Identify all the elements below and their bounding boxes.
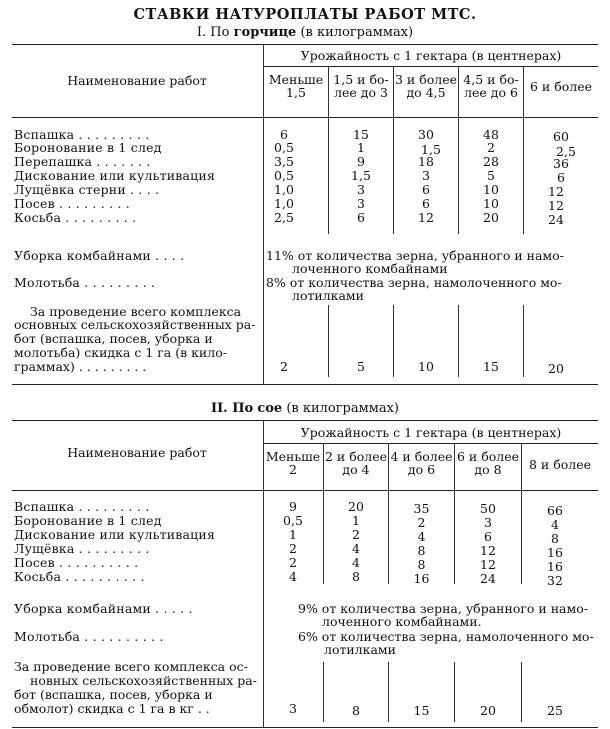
complex-label-line: граммах) . . . . . . . . . bbox=[14, 359, 147, 374]
combine-text-line: лоченного комбайнами. bbox=[322, 614, 482, 629]
table-cell: 8 bbox=[417, 557, 426, 572]
complex-label-line: За проведение всего комплекса ос- bbox=[14, 659, 248, 674]
row-label: Лущёвка стерни . . . . bbox=[14, 182, 160, 197]
table-cell: 1,5 bbox=[351, 168, 371, 183]
column-header: 4,5 и бо- лее до 6 bbox=[463, 72, 519, 101]
table-cell: 8 bbox=[352, 569, 360, 584]
table-cell: 2 bbox=[289, 541, 297, 556]
section2-heading-crop: сое bbox=[257, 401, 283, 416]
header-bottom-rule bbox=[12, 117, 598, 118]
row-label: Дискование или культивация bbox=[14, 527, 216, 542]
table-cell: 32 bbox=[547, 573, 563, 588]
table-cell: 2,5 bbox=[274, 210, 294, 225]
table-cell: 12 bbox=[548, 184, 564, 199]
column-header: 3 и более до 4,5 bbox=[394, 72, 458, 101]
table-cell: 15 bbox=[483, 359, 499, 374]
row-label: Лущёвка . . . . . . . . . bbox=[14, 541, 150, 556]
section2-heading-num: II. По bbox=[211, 401, 254, 416]
section1-heading bbox=[0, 25, 610, 40]
table-cell: 12 bbox=[480, 557, 496, 572]
table-bottom-rule bbox=[12, 384, 598, 385]
table-cell: 3,5 bbox=[274, 154, 294, 169]
row-label: Посев . . . . . . . . . bbox=[14, 196, 130, 211]
table-cell: 16 bbox=[547, 559, 563, 574]
table-cell: 50 bbox=[480, 501, 496, 516]
table-cell: 8 bbox=[352, 703, 360, 718]
complex-label-line: обмолот) скидка с 1 га в кг . . bbox=[14, 701, 210, 716]
table-cell: 9 bbox=[357, 154, 365, 169]
table-cell: 20 bbox=[548, 361, 564, 376]
table-cell: 5 bbox=[487, 168, 495, 183]
complex-label-line: молотьба) скидка с 1 га (в кило- bbox=[14, 345, 227, 360]
complex-label-line: бот (вспашка, посев, уборка и bbox=[14, 687, 213, 702]
combine-label: Уборка комбайнами . . . . bbox=[14, 248, 185, 263]
table-cell: 15 bbox=[353, 127, 369, 142]
table-cell: 4 bbox=[352, 541, 360, 556]
column-header: 6 и более bbox=[529, 79, 593, 94]
threshing-text-line: 8% от количества зерна, намолоченного мо- bbox=[266, 275, 562, 290]
table-cell: 36 bbox=[553, 156, 569, 171]
table-cell: 3 bbox=[357, 196, 365, 211]
column-header: 1,5 и бо- лее до 3 bbox=[333, 72, 389, 101]
table-cell: 3 bbox=[289, 701, 297, 716]
header-bottom-rule bbox=[12, 490, 598, 491]
section1-heading-crop: горчице bbox=[233, 25, 297, 40]
table-cell: 60 bbox=[553, 129, 569, 144]
table-cell: 2 bbox=[487, 140, 495, 155]
section1-heading-rest: (в килограммах) bbox=[300, 25, 414, 40]
table-cell: 66 bbox=[547, 503, 563, 518]
table-top-rule bbox=[12, 44, 598, 45]
combine-text-line: 9% от количества зерна, убранного и намо- bbox=[298, 601, 588, 616]
table-cell: 6 bbox=[357, 210, 365, 225]
row-label: Боронование в 1 след bbox=[14, 513, 162, 528]
complex-label-line: основных сельскохозяйственных ра- bbox=[14, 317, 256, 332]
table-cell: 24 bbox=[480, 571, 496, 586]
table-cell: 5 bbox=[357, 359, 365, 374]
table-cell: 9 bbox=[289, 499, 297, 514]
table-cell: 0,5 bbox=[274, 168, 294, 183]
table-cell: 10 bbox=[483, 196, 499, 211]
table-cell: 4 bbox=[352, 555, 360, 570]
column-header-name: Наименование работ bbox=[67, 73, 207, 88]
table-cell: 2 bbox=[352, 527, 360, 542]
column-group-header: Урожайность с 1 гектара (в центнерах) bbox=[300, 425, 562, 440]
page-title: СТАВКИ НАТУРОПЛАТЫ РАБОТ МТС. bbox=[133, 6, 477, 23]
table-cell: 28 bbox=[483, 154, 499, 169]
table-cell: 25 bbox=[547, 703, 563, 718]
table-cell: 10 bbox=[418, 359, 434, 374]
row-label: Вспашка . . . . . . . . . bbox=[14, 127, 150, 142]
table-top-rule bbox=[12, 420, 598, 421]
table-cell: 20 bbox=[483, 210, 499, 225]
section1-heading-num: I. По bbox=[196, 25, 230, 40]
table-cell: 24 bbox=[548, 212, 564, 227]
table-cell: 6 bbox=[280, 127, 288, 142]
table-cell: 1,5 bbox=[421, 142, 441, 157]
row-label: Дискование или культивация bbox=[14, 168, 216, 183]
threshing-text-line: лотилками bbox=[292, 288, 364, 303]
group-header-rule bbox=[264, 443, 598, 444]
threshing-text-line: лотилками bbox=[324, 642, 396, 657]
column-header: 2 и более до 4 bbox=[324, 449, 388, 478]
combine-text-line: лоченного комбайнами bbox=[292, 261, 448, 276]
column-header: 4 и более до 6 bbox=[390, 449, 453, 478]
row-label: Боронование в 1 след bbox=[14, 140, 162, 155]
section2-heading-rest: (в килограммах) bbox=[286, 401, 399, 416]
table-cell: 12 bbox=[480, 543, 496, 558]
table-cell: 2,5 bbox=[556, 144, 576, 159]
column-header: 8 и более bbox=[528, 457, 592, 472]
row-label: Косьба . . . . . . . . . . bbox=[14, 569, 145, 584]
table-cell: 0,5 bbox=[274, 140, 294, 155]
table-cell: 48 bbox=[483, 127, 499, 142]
table-cell: 2 bbox=[280, 359, 288, 374]
table-cell: 15 bbox=[413, 703, 430, 718]
row-label: Вспашка . . . . . . . . . bbox=[14, 499, 150, 514]
table-cell: 3 bbox=[484, 515, 492, 530]
complex-label-line: новных сельскохозяйственных ра- bbox=[30, 673, 257, 688]
table-cell: 18 bbox=[418, 154, 434, 169]
table-cell: 4 bbox=[417, 529, 426, 544]
column-group-header: Урожайность с 1 гектара (в центнерах) bbox=[300, 48, 562, 63]
table-cell: 20 bbox=[348, 499, 364, 514]
table-cell: 30 bbox=[418, 127, 434, 142]
section2-heading bbox=[0, 401, 610, 416]
complex-label-line: За проведение всего комплекса bbox=[30, 304, 242, 319]
row-label: Косьба . . . . . . . . . bbox=[14, 210, 137, 225]
threshing-label: Молотьба . . . . . . . . . bbox=[14, 275, 156, 290]
table-cell: 16 bbox=[547, 545, 563, 560]
table-cell: 12 bbox=[548, 198, 564, 213]
table-cell: 12 bbox=[418, 210, 434, 225]
column-header: 6 и более до 8 bbox=[456, 449, 520, 478]
table-cell: 16 bbox=[413, 571, 430, 586]
combine-label: Уборка комбайнами . . . . . bbox=[14, 601, 193, 616]
table-cell: 6 bbox=[484, 529, 492, 544]
row-label: Посев . . . . . . . . . . bbox=[14, 555, 139, 570]
column-header: Меньше 1,5 bbox=[268, 72, 324, 101]
row-label: Перепашка . . . . . . . bbox=[14, 154, 151, 169]
table-cell: 20 bbox=[480, 703, 496, 718]
table-cell: 2 bbox=[417, 515, 426, 530]
table-cell: 1,0 bbox=[274, 182, 294, 197]
table-cell: 1 bbox=[357, 140, 365, 155]
column-header: Меньше 2 bbox=[265, 449, 321, 478]
table-cell: 0,5 bbox=[283, 513, 303, 528]
table-cell: 6 bbox=[422, 196, 430, 211]
table-cell: 6 bbox=[422, 182, 430, 197]
table-cell: 8 bbox=[551, 531, 559, 546]
table-cell: 1 bbox=[289, 527, 297, 542]
table-cell: 6 bbox=[557, 170, 565, 185]
threshing-text-line: 6% от количества зерна, намолоченного мо- bbox=[298, 629, 594, 644]
complex-label-line: бот (вспашка, посев, уборка и bbox=[14, 331, 213, 346]
table-cell: 3 bbox=[422, 168, 430, 183]
group-header-rule bbox=[264, 66, 598, 67]
table-cell: 35 bbox=[413, 501, 430, 516]
table-bottom-rule bbox=[12, 727, 598, 728]
combine-text-line: 11% от количества зерна, убранного и намо- bbox=[266, 248, 564, 263]
table-cell: 1 bbox=[352, 513, 360, 528]
table-cell: 8 bbox=[417, 543, 426, 558]
table-cell: 4 bbox=[551, 517, 559, 532]
table-cell: 1,0 bbox=[274, 196, 294, 211]
threshing-label: Молотьба . . . . . . . . . . bbox=[14, 629, 164, 644]
table-cell: 10 bbox=[483, 182, 499, 197]
table-cell: 4 bbox=[289, 569, 297, 584]
table-cell: 2 bbox=[289, 555, 297, 570]
column-header-name: Наименование работ bbox=[67, 445, 207, 460]
table-cell: 3 bbox=[357, 182, 365, 197]
